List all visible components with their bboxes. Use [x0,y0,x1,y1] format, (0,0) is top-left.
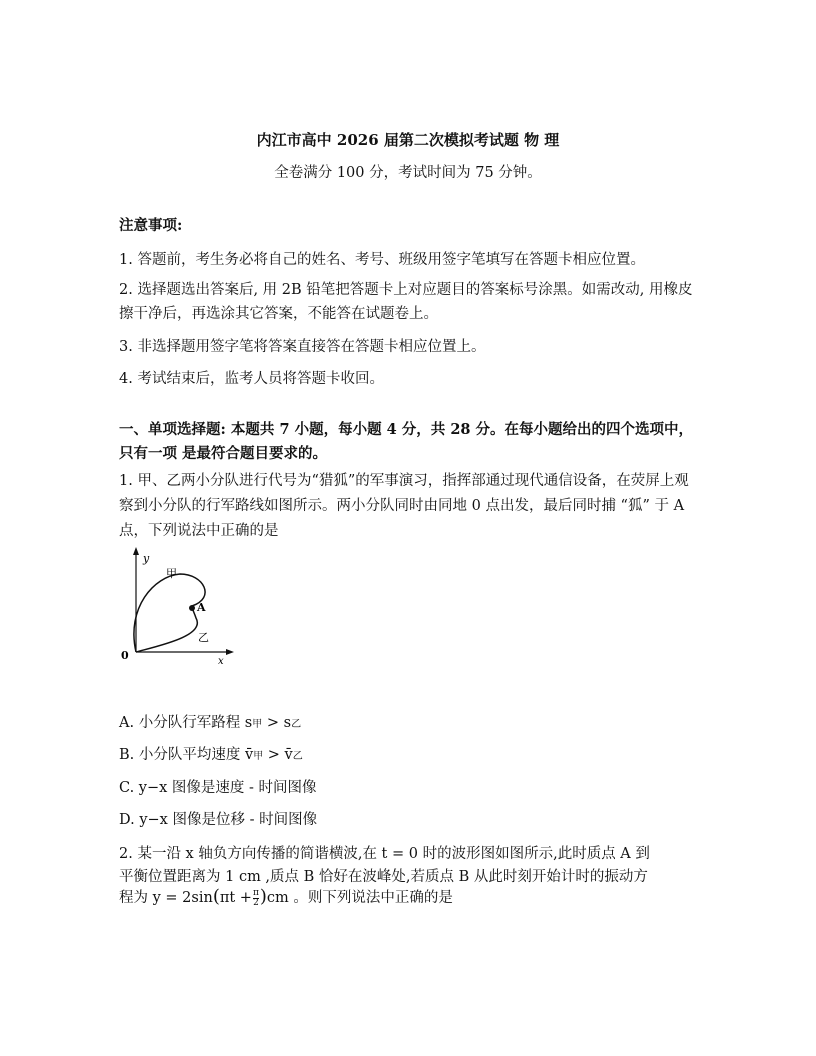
option-b[interactable] [119,743,303,764]
option-b-text: B. 小分队平均速度 v̄ [119,747,254,763]
note-item-4: 4. 考试结束后，监考人员将答题卡收回。 [119,371,384,387]
option-d[interactable]: D. y−x 图像是位移 - 时间图像 [119,812,318,828]
option-c[interactable]: C. y−x 图像是速度 - 时间图像 [119,780,317,796]
origin-label: 0 [121,649,129,662]
fraction-denominator: 2 [253,897,259,908]
note-item-1: 1. 答题前，考生务必将自己的姓名、考号、班级用签字笔填写在答题卡相应位置。 [119,252,645,268]
equation-suffix: cm 。则下列说法中正确的是 [266,890,453,906]
question-2-line-3 [119,886,453,908]
option-a-sub1: 甲 [252,719,263,730]
y-axis-arrow [133,547,139,555]
section-heading: 一、单项选择题: 本题共 7 小题，每小题 4 分，共 28 分。在每小题给出的四个选项中，只有一项 是最符合题目要求的。 [119,421,694,462]
paren-close: ) [259,886,267,907]
question-1-stem: 1. 甲、乙两小分队进行代号为“猎狐”的军事演习，指挥部通过现代通信设备，在荧屏上观察到小分队的行军路线如图所示。两小分队同时由同地 0 点出发，最后同时捕 “狐” 于 A 点，下列说法中正确的是 [119,473,689,539]
x-axis-arrow [226,649,234,655]
notes-heading: 注意事项: [119,217,183,234]
page-title: 内江市高中 2026 届第二次模拟考试题 物 理 [256,131,560,149]
exam-info: 全卷满分 100 分，考试时间为 75 分钟。 [274,165,542,181]
option-a-mid: > s [262,715,292,731]
option-b-sub2: 乙 [292,751,303,762]
path-jia-label: 甲 [166,567,177,580]
path-yi [136,606,197,652]
option-a-text: A. 小分队行军路程 s [119,715,253,731]
equation-prefix: 程为 y = 2sin [119,890,213,906]
question-2-line-2: 平衡位置距离为 1 cm ,质点 B 恰好在波峰处,若质点 B 从此时刻开始计时的振动方 [119,869,648,885]
option-a[interactable] [119,711,301,732]
option-b-sub1: 甲 [253,751,264,762]
equation-fraction [253,889,259,908]
point-a-marker [189,605,195,611]
option-a-sub2: 乙 [291,719,302,730]
fraction-numerator: π [252,887,259,898]
question-1-figure [118,546,238,672]
y-axis-label: y [143,552,150,565]
note-item-2: 2. 选择题选出答案后, 用 2B 铅笔把答题卡上对应题目的答案标号涂黑。如需改动, 用橡皮擦干净后，再选涂其它答案，不能答在试题卷上。 [119,282,693,322]
note-item-3: 3. 非选择题用签字笔将答案直接答在答题卡相应位置上。 [119,339,486,355]
path-yi-label: 乙 [198,631,209,644]
point-a-label: A [197,601,206,614]
option-b-mid: > v̄ [263,747,293,763]
question-2-line-1: 2. 某一沿 x 轴负方向传播的简谐横波,在 t = 0 时的波形图如图所示,此时质点 A 到 [119,846,650,862]
paren-open: ( [212,886,220,907]
equation-pi-t: πt + [219,890,252,906]
x-axis-label: x [218,656,224,667]
